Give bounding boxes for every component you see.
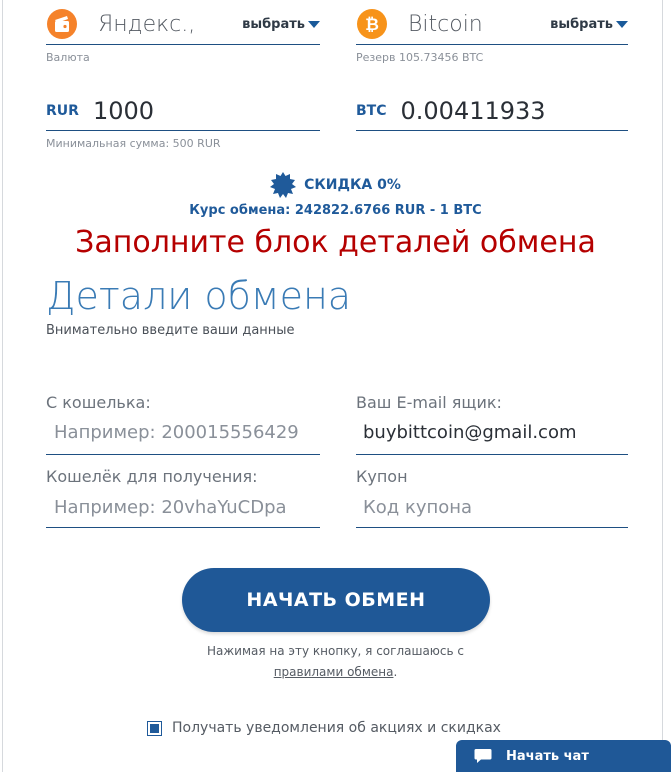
terms-note: [0, 641, 671, 683]
left-pick-label: выбрать: [242, 16, 305, 32]
chevron-down-icon: [308, 21, 320, 28]
discount-row: [0, 172, 671, 198]
left-currency-pick[interactable]: [242, 17, 320, 32]
terms-dot: .: [393, 665, 398, 679]
left-amount-underline: [46, 130, 320, 131]
right-currency-pick[interactable]: [550, 17, 628, 32]
checkbox-checked-mark: [150, 724, 159, 733]
right-pick-label: выбрать: [550, 16, 613, 32]
svg-text:₿: ₿: [365, 15, 379, 35]
from-wallet-label: С кошелька:: [46, 393, 151, 412]
to-wallet-underline: [46, 527, 320, 528]
min-amount-note: Минимальная сумма: 500 RUR: [46, 137, 221, 150]
email-underline: [356, 454, 628, 455]
yandex-wallet-icon: [46, 8, 78, 40]
chat-bubble-icon: [474, 748, 492, 764]
chat-label: Начать чат: [506, 748, 589, 764]
terms-text: Нажимая на эту кнопку, я соглашаюсь с: [206, 644, 464, 658]
left-currency-name: Яндекс.,: [98, 11, 196, 37]
right-amount-field[interactable]: [356, 95, 628, 127]
details-title: Детали обмена: [46, 274, 352, 318]
notify-checkbox[interactable]: [147, 721, 162, 736]
to-wallet-label: Кошелёк для получения:: [46, 467, 258, 486]
left-currency-underline: [46, 44, 320, 45]
terms-link[interactable]: правилами обмена: [273, 665, 394, 679]
discount-text: СКИДКА 0%: [304, 177, 401, 193]
left-currency-code: RUR: [46, 103, 79, 119]
from-wallet-underline: [46, 454, 320, 455]
coupon-underline: [356, 527, 628, 528]
details-subtitle: Внимательно введите ваши данные: [46, 323, 295, 338]
start-chat-button[interactable]: [456, 740, 671, 772]
chevron-down-icon: [616, 21, 628, 28]
bitcoin-icon: [356, 8, 388, 40]
right-amount-value[interactable]: 0.00411933: [400, 97, 546, 125]
email-input[interactable]: buybittcoin@gmail.com: [363, 422, 577, 443]
terms-link-line: [0, 662, 671, 683]
coupon-label: Купон: [356, 467, 408, 486]
right-currency-name: Bitcoin: [408, 11, 483, 37]
discount-badge-icon: [270, 172, 296, 198]
right-currency-selector[interactable]: [356, 7, 628, 41]
right-currency-underline: [356, 44, 628, 45]
notify-label: Получать уведомления об акциях и скидках: [172, 720, 501, 736]
left-currency-selector[interactable]: [46, 7, 320, 41]
reserve-note: Резерв 105.73456 BTC: [356, 51, 484, 64]
left-currency-caption: Валюта: [46, 51, 90, 64]
left-amount-value[interactable]: 1000: [92, 97, 155, 125]
left-amount-field[interactable]: [46, 95, 320, 127]
right-amount-underline: [356, 130, 628, 131]
coupon-input[interactable]: Код купона: [363, 497, 473, 518]
right-currency-code: BTC: [356, 103, 387, 119]
notify-option[interactable]: [147, 720, 501, 736]
to-wallet-input[interactable]: Например: 20vhaYuCDpa: [54, 497, 287, 518]
warning-message: Заполните блок деталей обмена: [75, 225, 596, 260]
email-label: Ваш E-mail ящик:: [356, 393, 502, 412]
start-exchange-button[interactable]: НАЧАТЬ ОБМЕН: [182, 568, 490, 632]
exchange-rate: Курс обмена: 242822.6766 RUR - 1 BTC: [189, 203, 482, 218]
from-wallet-input[interactable]: Например: 200015556429: [54, 422, 299, 443]
